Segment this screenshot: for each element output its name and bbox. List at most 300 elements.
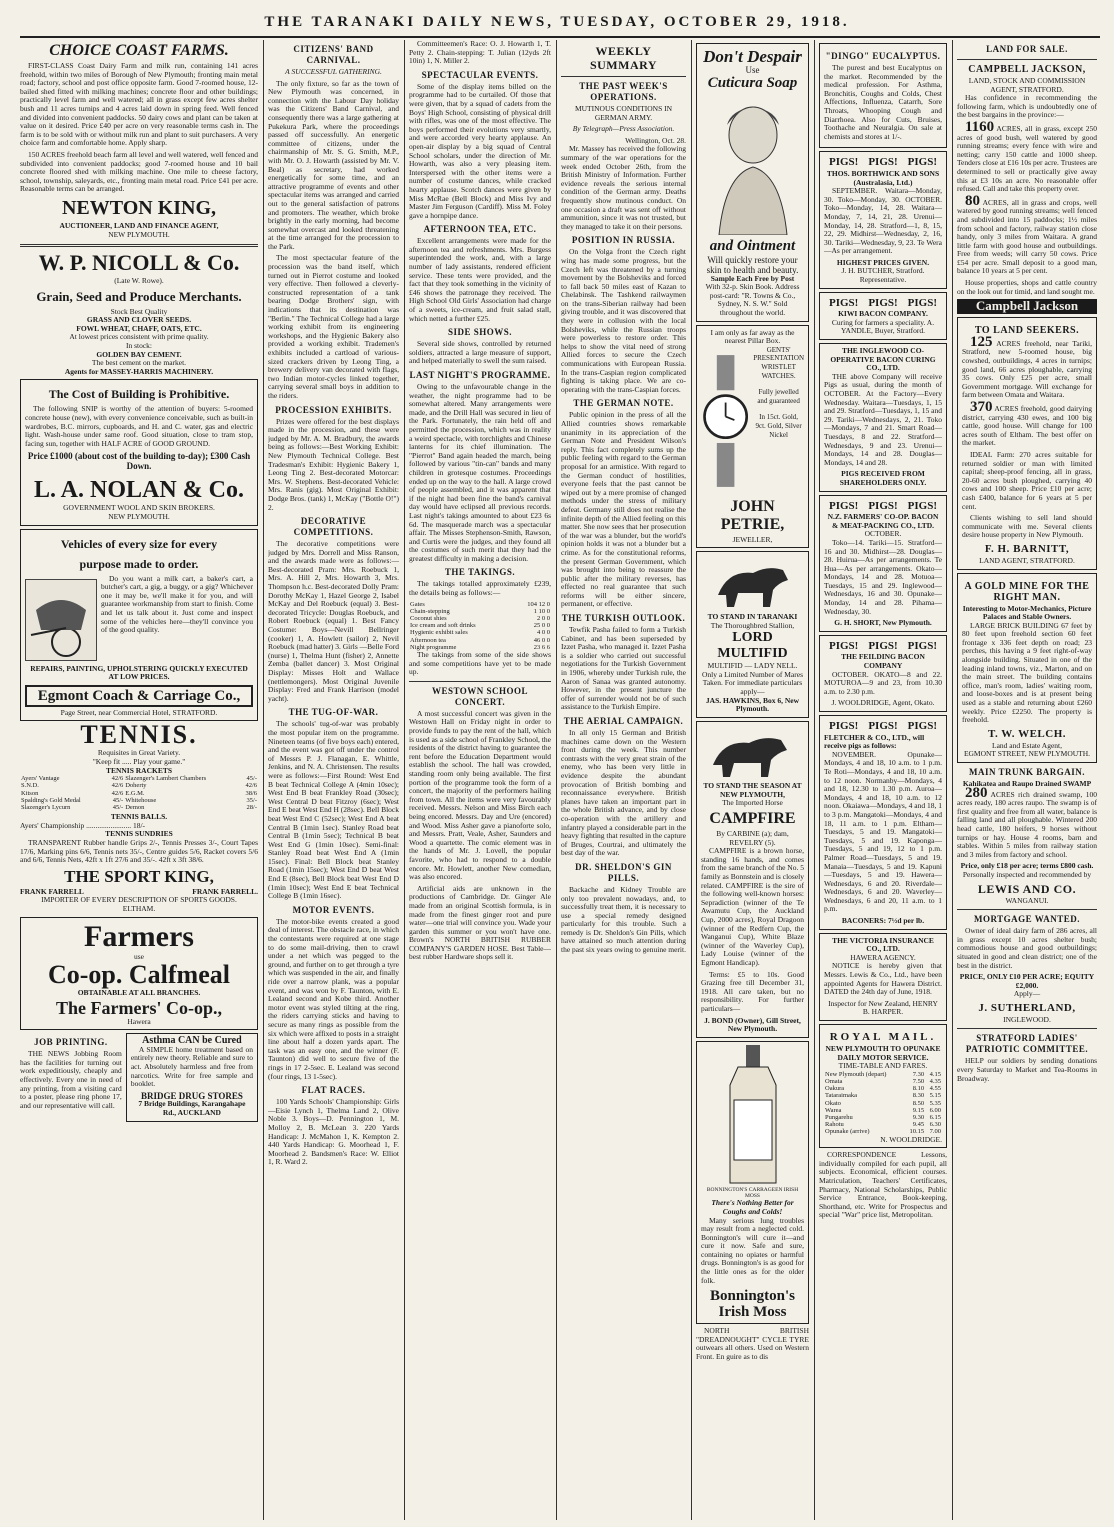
nicoll-line: In stock: (125, 341, 153, 351)
nicoll-name: W. P. NICOLL & Co. (38, 250, 240, 276)
nicoll-line: Stock Best Quality (110, 306, 168, 316)
weekly-sub: THE PAST WEEK'S OPERATIONS. (579, 81, 668, 102)
nolan-name: L. A. NOLAN & Co. (33, 477, 244, 504)
racket-price: 42/6 (111, 775, 124, 783)
victoria-name: THE VICTORIA INSURANCE CO., LTD. (832, 935, 934, 954)
land-text: Owner of ideal dairy farm of 286 acres, all in grass except 10 acres shelter bush; commodious house and good outbuildings; situated in good and clean district; one of the best in the district. (957, 926, 1097, 970)
pigs-word: PIGS! (868, 296, 898, 309)
takings-item: Hygienic exhibit sales (410, 629, 468, 637)
dingo-ad (819, 43, 947, 148)
column-4 (561, 40, 686, 1520)
campfire-text: CAMPFIRE is a brown horse, standing 16 hands, and comes from the same branch of the No. 5 family as Bonnstein and is closely related. CAMPFIRE is the sire of the following well-known horses: Sepradiction (winner of the Te Awamutu Cup, the Auckland Cup, 2000 acres), Royal Dragoon (winner of the Redfern Cup, the Wanganui Cup), White Blaze (winner of the Waverley Cup), Lady Louise (winner of the Egmont Handicap). (701, 846, 804, 967)
racket-price: 45/- (246, 775, 257, 783)
irish-moss-ad (696, 1041, 809, 1325)
land-text: ACRES freehold, good dairying district, carrying 430 ewes, and 100 big cattle, good house. Will change for 100 acres south of Eltham. The best offer on the market. (962, 404, 1092, 448)
racket-price: 42/6 (111, 782, 124, 790)
spectacular-heading: SPECTACULAR EVENTS. (421, 69, 539, 80)
column-2 (268, 40, 399, 1520)
racket-price: 38/6 (245, 789, 257, 797)
irish-moss-name: Irish Moss (718, 1304, 787, 1321)
takings-amount: 23 6 6 (533, 643, 550, 651)
welch-sub: Land and Estate Agent, (992, 740, 1062, 750)
campfire-contact: J. BOND (Owner), Gill Street, New Plymouth. (704, 1015, 801, 1034)
racket-name: Slazenger's Lambert Chambers (125, 775, 207, 783)
column-3 (409, 40, 551, 1520)
racket-price: 45/- (112, 796, 124, 804)
afternoon-tea-heading: AFTERNOON TEA, ETC. (423, 224, 537, 235)
pigs-word: PIGS! (868, 156, 898, 169)
timetable-time: 9.30 (912, 1114, 925, 1121)
table-row (20, 782, 258, 789)
egmont-address: Page Street, near Commercial Hotel, STRATFORD. (60, 707, 218, 717)
article-text: The takings from some of the side shows and some competitions have yet to be made up. (409, 650, 551, 677)
takings-item: Gates (410, 600, 425, 608)
racket-price: 42/6 (111, 789, 124, 797)
pigs-word: PIGS! (907, 499, 937, 512)
victoria-sub: HAWERA AGENCY. (850, 952, 916, 962)
land-text: House properties, shops and cattle country on the look out for timid, and land sought me. (957, 278, 1097, 296)
fletcher-rep: BACONERS: 7½d per lb. (841, 916, 925, 926)
cuticura-ad (696, 43, 809, 322)
table-row (824, 1121, 942, 1128)
balls-heading: TENNIS BALLS. (110, 812, 168, 822)
inglewood-foot: PIGS RECEIVED FROM SHAREHOLDERS ONLY. (839, 469, 927, 487)
divider (957, 909, 1097, 910)
cost-title: The Cost of Building is Prohibitive. (48, 387, 230, 402)
weekly-date: Wellington, Oct. 28. (625, 135, 686, 145)
timetable-time: 5.35 (929, 1099, 941, 1107)
horse-illustration (708, 555, 798, 610)
land-text: LARGE BRICK BUILDING 67 feet by 80 feet upon freehold section 60 feet frontage x 336 feet depth on road; 23 perches, this having a 9 feet right-of-way alongside building. Situated in one of the leading inland towns, viz., Marton, and on the main street. The building contains office, man's room, ladies' waiting room, and loose-boxes and is at present being used as a stable and returning about £260 weekly. Price £2250. The property is freehold. (962, 620, 1092, 725)
divider (957, 59, 1097, 60)
inglewood-ad (819, 343, 947, 492)
divider (20, 244, 258, 247)
article-text: The takings totalled approximately £239, the details being as follows:— (409, 579, 551, 598)
article-text: The schools' tug-of-war was probably the most popular item on the programme. Nineteen teams (of five boys each) entered, and the event was got off under the control of Messrs P. J. Flanagan, E. Whittle, Jenkins, and N. A. Christensen. The results were as follows:—First Round: West End B beat Technical College A (4min 10sec); West End B beat Frankley Road (30sec); West Central D beat Fitzroy (6sec); West End E beat West End H (28sec). Bell Block beat West End C (52sec); West End A beat Central B (1min 1sec). Stanley Road beat Central B (1min 5sec); Technical B beat West End G (1min 10sec). Semi-final: Stanley Road beat West End A (1min 15sec). Final: Bell Block beat Stanley Road (1min 15sec); West End D beat West End E (8sec), Bell Block beat West End D (1min 10sec); West End E beat Technical College B (1min 16sec). (268, 719, 399, 901)
dingo-heading: "DINGO" EUCALYPTUS. (825, 51, 941, 61)
timetable-time: 6.15 (929, 1114, 941, 1121)
article-text: Artificial aids are unknown in the productions of Cambridge. Dr. Ginger Ale made from an original Scottish formula, is in made from the finest ginger root and pure water—one trial will convince you. Wade your garden this summer or you won't have one. Brown's NORTH BRITISH RUBBER COMPANY'S GARDEN HOSE. Best Table—best rubber Hardware shops sell it. (409, 883, 551, 962)
racket-name: S.N.D. (21, 782, 39, 790)
rackets-table (20, 775, 258, 811)
gold-mine-heading: A GOLD MINE FOR THE RIGHT MAN. (964, 580, 1090, 603)
masthead-rule (20, 36, 1100, 38)
barnitt-sub: LAND AGENT, STRATFORD. (979, 555, 1075, 565)
royal-mail-ad (819, 1024, 947, 1148)
nz-farmers-rep: G. H. SHORT, New Plymouth. (834, 618, 932, 628)
racket-price: 42/6 (245, 782, 257, 790)
timetable-time: 8.30 (912, 1092, 925, 1100)
campbell-jackson-banner: Campbell Jackson (957, 299, 1097, 314)
takings-item: Ice cream and soft drinks (410, 622, 476, 630)
masthead: THE TARANAKI DAILY NEWS, TUESDAY, OCTOBER 29, 1918. (264, 14, 850, 30)
kiwi-ad (819, 292, 947, 340)
main-trunk-price: Price, only £18 per acre; terms £800 cash. (960, 861, 1094, 871)
column-divider (263, 40, 264, 1520)
column-divider (691, 40, 692, 1520)
article-text: The only fixture, so far as the town of New Plymouth was concerned, in connection with the Labour Day holiday was the Citizens' Band Carnival, and consequently there was a large gathering at Pukekura Park, where the proceedings passed off successfully. An energetic committee of citizens, under the chairmanship of Mr. S. G. Smith, M.P., with Mr. O. J. Howarth (assisted by Mr. V. Beal) as secretary, had worked energetically for some time, and an attractive programme of events and other spectacular items was arranged and carried out to the general satisfaction of patrons and promoters. The weather, which broke brightly in the early morning, had become somewhat overcast and looked threatening at the time arranged for the procession to the Park. (268, 78, 399, 251)
stallion-ad (696, 551, 809, 717)
table-row (824, 1078, 942, 1085)
sport-sub: IMPORTER OF EVERY DESCRIPTION OF SPORTS GOODS. (41, 895, 237, 905)
watch-line: Fully jewelled and guaranteed (757, 388, 800, 405)
nz-farmers-month: OCTOBER. (864, 529, 902, 539)
timetable-time: 8.10 (912, 1085, 925, 1093)
campfire-name: CAMPFIRE (709, 810, 796, 828)
borthwick-price: HIGHEST PRICES GIVEN. (836, 257, 930, 267)
vehicles-title: Vehicles of every size for every (60, 536, 218, 551)
side-shows-heading: SIDE SHOWS. (447, 327, 513, 338)
night-programme-heading: LAST NIGHT'S PROGRAMME. (409, 370, 551, 380)
article-text: 100 Yards Schools' Championship: Girls—Eisie Lynch 1, Thelma Land 2, Olive Noble 3. Boys—D. Pennington 1, M. Molloy 2, B. McLean 3. 220 Yards Handicap: J. McMahon 1, K. Kempton 2. 440 Yards Handicap: G. Moorhead 1, F. Moorhead 2. Bandsmen's Race: W. Elliot 1, R. Ward 2. (268, 1097, 399, 1167)
job-printing-text: THE NEWS Jobbing Room has the facilities for turning out work expeditiously, cheaply and effectively. Every one in need of any printing, from a visiting card to a poster, please ring phone 17, and our representative will call. (20, 1049, 122, 1110)
takings-heading: THE TAKINGS. (444, 567, 516, 578)
asthma-text: A SIMPLE home treatment based on entirely new theory. Reliable and sure to act. Absolutely harmless and free from narcotics. Write for free sample and booklet. (130, 1044, 253, 1089)
vehicles-ad (20, 529, 258, 722)
patriotic-heading: STRATFORD LADIES' PATRIOTIC COMMITTEE. (965, 1033, 1089, 1055)
royal-mail-heading: ROYAL MAIL. (829, 1031, 937, 1043)
feilding-rep: J. WOOLDRIDGE, Agent, Okato. (831, 698, 935, 708)
table-row (20, 790, 258, 797)
fletcher-ad (819, 715, 947, 930)
german-note-heading: THE GERMAN NOTE. (573, 398, 674, 409)
cost-of-building-ad (20, 379, 258, 525)
pigs-word: PIGS! (828, 296, 859, 309)
table-row (409, 629, 551, 636)
irish-moss-text: Many serious lung troubles may result from a neglected cold. Bonnington's will cure it—and cure it now. Safe and sure, containing no opiates or harmful drugs. Bonnington's is as good for the little ones as for the older folk. (701, 1215, 804, 1285)
borthwick-rep: J. H. BUTCHER, Stratford. Representative. (841, 266, 925, 285)
watch-line: WRISTLET (761, 362, 796, 371)
takings-amount: 46 0 0 (533, 636, 550, 644)
timetable (824, 1071, 942, 1136)
racket-name: Whitehouse (125, 796, 157, 804)
land-text: ACRES freehold, near Tariki, Stratford, new 5-roomed house, big cowshed, outbuildings, 4 acres in turnips; good land, 66 acres ploughable, carrying 35 cows. Only £25 per acre, small Government mortgage. Will exchange for farm between Omata and Waitara. (962, 338, 1093, 400)
school-concert-heading: WESTOWN SCHOOL CONCERT. (431, 685, 529, 707)
watch-intro: I am only as far away as the nearest Pillar Box. (710, 327, 795, 346)
campfire-pedigree: By CARBINE (a); dam, REVELRY (5). (716, 829, 789, 847)
land-text: Clients wishing to sell land should communicate with me. Several clients desire house property in New Plymouth. (962, 513, 1092, 540)
sundries-heading: TENNIS SUNDRIES (105, 829, 173, 839)
asthma-heading: Asthma CAN be Cured (142, 1035, 242, 1047)
article-text: Some of the display items billed on the programme had to be curtailed. Of those that were given, that by a squad of cadets from the Boys' High School, consisting of physical drill with rifles, was one of the most effective. The boys performed their evolutions very smartly, and were accorded very hearty applause. An open-air display by a big squad of Central School scholars, under the direction of Mr. Howarth, was also a very pleasing item. Interspersed with the other items were a number of costume dances, while cracked hearty applause. Scotch dances were given by Miss McRae (Bell Block) and Miss Ivy and Master Jim Ferguson (Cardiff). Miss M. Foley gave a hornpipe dance. (409, 81, 551, 220)
timetable-stop: Omata (825, 1077, 843, 1085)
sport-king-name: THE SPORT KING, (64, 866, 214, 886)
irish-moss-tagline: There's Nothing Better for Coughs and Colds! (711, 1198, 794, 1216)
feilding-name: THE FEILDING BACON COMPANY (841, 652, 925, 671)
table-row (824, 1092, 942, 1099)
royal-mail-contact: N. WOOLDRIDGE. (880, 1134, 942, 1144)
watch-line: WATCHES. (761, 371, 796, 380)
pigs-word: PIGS! (907, 296, 937, 309)
takings-item: Chain-stepping (410, 607, 450, 615)
timetable-stop: New Plymouth (depart) (825, 1070, 887, 1078)
wristwatch-illustration (701, 346, 750, 496)
royal-mail-tt: TIME-TABLE AND FARES. (838, 1061, 928, 1071)
article-text: The motor-bike events created a good deal of interest. The obstacle race, in which the contestants were required at one stage to do some mail-driving, then to crawl under a net which was pegged to the ground, and further on to get through a tyre which was suspended in the air, and finally ride over a narrow plank, was a popular event, and was won by F. Taunton, with E. Lealand second and Kobe third. Another motor event was styled tilting at the ring, the riders carrying sticks and having to secure as many rings as possible from the six which were affixed to posts in a straight line about half a dozen yards apart. The task was an easy one, and the winner (F. Taunton) did well to secure five of the rings in 17 2-5sec. E. Lealand was second (four rings, 13 1-5sec). (268, 916, 399, 1081)
nz-farmers-text: Toko—14. Tariki—15. Stratford—16 and 30. Midhirst—28. Douglas—28. Huirua—As per arrangements. Te Hua—As per arrangements. Okato—Mondays, 14 and 28. Motuoa—Tuesdays, 15 and 29. Inglewood—Wednesdays, 16 and 30. Opunake—Monday, 14 and 28. Pihama—Wednesday, 30. (824, 537, 942, 616)
pigs-word: PIGS! (907, 720, 937, 732)
timetable-time: 4.15 (929, 1070, 941, 1078)
tennis-title: TENNIS. (80, 720, 198, 750)
timetable-time: 9.45 (912, 1121, 925, 1129)
racket-price: 45/- (112, 803, 124, 811)
timetable-time: 10.15 (909, 1128, 925, 1136)
table-row (824, 1071, 942, 1078)
farmers-title: Farmers (84, 919, 194, 953)
timetable-stop: Okato (825, 1099, 841, 1107)
racket-name: Spalding's Gold Medal (21, 796, 81, 804)
welch-name: T. W. WELCH. (987, 727, 1067, 740)
tug-of-war-heading: THE TUG-OF-WAR. (288, 707, 379, 718)
nicoll-line: GRASS AND CLOVER SEEDS. (86, 315, 192, 325)
main-trunk-text: Personally inspected and recommended by (962, 869, 1092, 879)
balls-line: Ayers' Championship ........................ 18/- (20, 820, 146, 830)
bottle-label: BONNINGTON'S CARRAGEEN IRISH MOSS (706, 1187, 799, 1200)
kiwi-name: KIWI BACON COMPANY. (838, 309, 928, 319)
turkish-heading: THE TURKISH OUTLOOK. (561, 613, 686, 624)
watch-line: In 15ct. Gold, 9ct. Gold, Silver Nickel (755, 413, 802, 439)
divider (561, 76, 686, 77)
vehicles-text: Do you want a milk cart, a baker's cart, a butcher's cart, a gig, a buggy, or a gig? Whichever one it may be, we'll make it for you, and will guarantee workmanship from start to finish. Come and let us talk about it. Just come and inspect some of the vehicles here—they'll convince you of the good quality. (101, 573, 253, 635)
welch-address: EGMONT STREET, NEW PLYMOUTH. (963, 749, 1091, 759)
victoria-text: NOTICE is hereby given that Messrs. Lewis & Co., Ltd., have been appointed Agents for Hawera District. DATED the 24th day of June, 1918. (824, 961, 942, 997)
decorative-heading: DECORATIVE COMPETITIONS. (293, 516, 374, 538)
acreage: 125 (970, 333, 993, 350)
article-text: Owing to the unfavourable change in the weather, the night programme had to be somewhat altered. Many arrangements were made, and the Drill Hall was secured in lieu of the Park. Fortunately, the rain held off and permitted the procession, which was in reality a weird spectacle, with torchlights and Chinese lanterns for its chief illumination. The "Pierrot" Band again headed the march, being followed by various "tin-can" bands and many children in grotesque costumes. Proceedings ended up on the way to the hall. A large crowd of people assembled, and it was apparent that if the night had been fine the band's carnival day would have eclipsed all previous records. Last night's takings amounted to about £23 6s 6d. The masquerade march was a spectacular affair. The Misses Stephenson-Smith, Rawson, and Curtis were the judges, and they found all the costumes of such merit that they had the greatest difficulty in making a decision. (409, 382, 551, 563)
sport-owner-right: FRANK FARRELL. (192, 886, 258, 896)
takings-amount: 25 0 0 (533, 622, 550, 630)
land-text: ACRES rich drained swamp, 100 acres ready, 180 acres raupo. The swamp is of first quality and free from all water, balance is falling land and all ploughable. Wintered 200 head cattle, 180 heifers, 9 horses without turnips or hay. House 4 rooms, barn and stables. Within 5 miles from railway station and 3 miles from factory and school. (957, 789, 1097, 859)
table-row (824, 1100, 942, 1107)
campbell-jackson-sub: LAND, STOCK AND COMMISSION AGENT, STRATFORD. (968, 76, 1086, 94)
farmers-town: Hawera (127, 1016, 151, 1026)
table-row (20, 804, 258, 811)
petrie-sub: JEWELLER, (732, 534, 773, 544)
band-carnival-sub: A SUCCESSFUL GATHERING. (285, 67, 382, 76)
column-6 (819, 40, 947, 1520)
fletcher-name: FLETCHER & CO., LTD., will receive pigs as follows: (824, 732, 925, 751)
campbell-jackson-name: CAMPBELL JACKSON, (968, 64, 1086, 75)
divider (957, 1028, 1097, 1029)
pigs-word: PIGS! (828, 720, 859, 732)
acreage: 80 (965, 192, 980, 209)
stallion-sub: The Thoroughbred Stallion, (710, 620, 795, 630)
victoria-rep: Inspector for New Zealand, HENRY B. HARPER. (828, 998, 938, 1017)
takings-amount: 4 0 0 (537, 629, 550, 637)
land-seekers-ad (957, 317, 1097, 570)
article-text: In all only 15 German and British machines came down on the Western front during the week. This number contrasts with the very great strain of the enemy, who has been very little in evidence despite the abundant provocation of British bombing and reconnaissance everywhere. British planes have taken an important part in the whole British advance, and by close co-operation with the artillery and infantry played a considerable part in the heavy fighting that resulted in the capture of Bruges, Courtrai, and ultimately the best day of the war. (561, 728, 686, 858)
pigs-word: PIGS! (828, 499, 859, 512)
farmers-calfmeal: Co-op. Calfmeal (48, 960, 230, 990)
campfire-terms: Terms: £5 to 10s. Good Grazing free till December 31, 1918. All care taken, but no responsibility. For further particulars— (701, 969, 804, 1013)
article-text: Public opinion in the press of all the Allied countries shows remarkable unanimity in its appreciation of the German Note and President Wilson's reply. This fact completely sums up the public feeling with regard to the German proposal for an armistice. With regard to the German conduct of hostilities, everyone feels that the past cannot be wiped out by a mere promise of changed methods under the stress of military defeat. Germany still does not realise the infinite depth of the Allied feeling on this matter. She now sees that her prosecution of the war was a blunder, but the world's opinion holds it was not a blunder but a crime. As for the constitutional reforms, the present German Government, which was brought into being to reassure the public after the military reverses, has effected no real guarantee that such reforms will be either sincere, permanent, or effective. (561, 410, 686, 609)
nicoll-title: Grain, Seed and Produce Merchants. (36, 288, 242, 304)
acreage: 1160 (965, 118, 995, 135)
tennis-sub: Requisites in Great Variety. (97, 748, 181, 758)
sport-town: ELTHAM. (122, 903, 156, 913)
article-text: Several side shows, controlled by returned soldiers, attracted a large measure of support, and helped materially to swell the sum raised. (409, 339, 551, 366)
job-printing-heading: JOB PRINTING. (34, 1037, 108, 1048)
column-7 (957, 40, 1097, 1520)
timetable-time: 6.00 (929, 1106, 941, 1114)
kiwi-text: Curing for farmers a speciality. A. YANDLE, Buyer, Stratford. (831, 317, 935, 336)
table-row (409, 622, 551, 629)
weekly-byline: By Telegraph—Press Association. (572, 124, 675, 134)
band-carnival-heading: CITIZENS' BAND CARNIVAL. (293, 44, 374, 65)
procession-heading: PROCESSION EXHIBITS. (275, 404, 392, 415)
timetable-stop: Rahotu (825, 1121, 844, 1129)
acreage: 280 (965, 784, 988, 801)
farmers-use: use (134, 951, 144, 961)
nicoll-line: The best cement on the market. (91, 358, 187, 368)
cuticura-sample: Sample Each Free by Post (710, 273, 795, 283)
timetable-time: 6.30 (929, 1121, 941, 1129)
column-1 (20, 40, 258, 1520)
lewis-town: WANGANUI. (1005, 895, 1049, 905)
farms-text: FIRST-CLASS Coast Dairy Farm and milk run, containing 141 acres freehold, within two miles of Borough of New Plymouth; fronting main metal road; factory, school and post office opposite farm. Good 7-roomed house, 12-bailed shed fitted with milking machines; concrete floor and other buildings; practically level farm and well watered; all in grass except few acres shelter bush and 11 acres turnips and 4 acres laid down in spring feed. Well fenced and divided into convenient paddocks. 50 dairy cows and plant can be taken at value on it desired. Price £40 per acre on very reasonable terms cash in. The farm is to be sold with or without milk run and plant to suit purchasers. A very choice farm and comfortable home. Apply sharp. (20, 61, 258, 148)
campfire-sub: The Imported Horse (722, 798, 783, 808)
divider (409, 681, 551, 682)
bottle-illustration (718, 1045, 788, 1185)
table-row (824, 1107, 942, 1114)
table-row (409, 637, 551, 644)
inglewood-name: THE INGLEWOOD CO-OPERATIVE BACON CURING CO., LTD. (830, 346, 936, 373)
rackets-heading: TENNIS RACKETS (105, 765, 173, 775)
article-text: A most successful concert was given in the Westown Hall on Friday night in order to provide funds to pay the rent of the hall, which is used as a side school of Frankley School, the residents of the district having to guarantee the rent before the Education Department would establish the school. The hall was crowded, standing room only being available. The first portion of the programme took the form of a concert, the majority of the performers hailing from town. All the items were very favourably received. Messrs. Nelson and Miss Birch each being encored. Messrs. Day and Ure (encored) and Wood. Miss Asher gave a pianoforte solo, and Messrs. Pratt, Veale, Asher, Saunders and Wood a quartette. The comic element was in the hands of Mr. J. Lovell, the popular favorite, who had to respond to a double encore. Mr. Howlett, another New comedian, was also encored. (409, 708, 551, 882)
acreage: 370 (970, 399, 993, 415)
campfire-ad (696, 721, 809, 1038)
table-row (409, 615, 551, 622)
cost-price: Price £1000 (about cost of the building to-day); £300 Cash Down. (27, 451, 251, 472)
timetable-stop: Warea (825, 1106, 842, 1114)
article-text: On the Volga front the Czech right wing has made some progress, but the Czech left was threatened by a turning movement by the Bolsheviks and forced to fall back 50 miles east of Kazan to Chelabinsk. The Tashkend railwaymen on the trans-Siberian railway had been giving trouble, and it was discovered that they were in collusion with the local Bolsheviks, while the Russian troops were powerless to restore order. This helps to show the vital need of strong Allied forces to secure the Czech communications with European Russia. In the trans-Caspian region complicated fighting is taking place. We are co-operating with the trans-Caspian forces. (561, 247, 686, 394)
watch-line: PRESENTATION (753, 354, 804, 363)
land-text: Has confidence in recommending the following farm, which is undoubtedly one of the best bargains in the province:— (957, 93, 1097, 120)
nz-farmers-ad (819, 495, 947, 632)
newton-king-sub: AUCTIONEER, LAND AND FINANCE AGENT, (59, 220, 219, 230)
fletcher-text: NOVEMBER. Opunake—Mondays, 4 and 18, 10 a.m. to 1 p.m. Te Roti—Mondays, 4 and 18, 10 a.m. to 12 noon. Normanby—Mondays, 4 and 18, 12.30 to 1.30 p.m. Auroa—Mondays, 4 and 18, 10 a.m. to 12 noon. Okaiawa—Mondays, 4 and 18, 1 to 3 p.m. Mangatoki—Mondays, 4 and 18, 11 a.m. to 1 p.m. Eltham—Tuesdays, 5 and 19. Mangatoki—Tuesdays, 5 and 19. Kaponga—Tuesdays, 5 and 19, 12 to 1 p.m. Palmer Road—Tuesdays, 5 and 19. Manaia—Tuesdays, 5 and 19. Kapuni—Tuesdays, 5 and 19. Hawera—Wednesdays, 6 and 20. Riverdale—Wednesdays, 6 and 20. Waverley—Wednesdays, 6 and 20, 11 a.m. to 1 p.m. (824, 749, 942, 914)
horse-illustration (701, 725, 806, 780)
vehicles-repairs: REPAIRS, PAINTING, UPHOLSTERING QUICKLY EXECUTED AT LOW PRICES. (30, 663, 248, 682)
cost-text: The following SNIP is worthy of the attention of buyers: 5-roomed concrete house (new), with every convenience conceivable, such as built-in wardrobes, B.C. mirrors, cupboards, and H. and C. water, gas and electric light. Wash-house under same roof. Good situation, close to tram stop, facing sun, together with HALF ACRE of GOOD GROUND. (25, 404, 253, 448)
tyre-text: NORTH BRITISH "DREADNOUGHT" CYCLE TYRE outwears all others. Used on Western Front. En guire as to dis (696, 1326, 809, 1362)
pigs-word: PIGS! (828, 639, 859, 652)
tennis-slogan: "Keep fit ..... Play your game." (92, 756, 186, 766)
takings-amount: 2 0 0 (537, 615, 550, 623)
nicoll-late: (Late W. Rowe). (114, 276, 164, 286)
table-row (824, 1085, 942, 1092)
gold-mine-ad (957, 573, 1097, 764)
mortgage-price: PRICE, ONLY £10 PER ACRE; EQUITY £2,000. (959, 972, 1095, 990)
racket-price: 35/- (246, 796, 257, 804)
takings-amount: 104 12 0 (527, 600, 550, 608)
correspondence-text: CORRESPONDENCE Lessons, individually compiled for each pupil, all subjects. Economical, efficient courses. Matriculation, Teachers' Certificates, Pharmacy, National Scholarships, Public Service Entrance, Book-keeping, Shorthand, etc. Write for Prospectus and special "War" price list, Metropolitan. (819, 1150, 947, 1220)
nicoll-line: Agents for MASSEY-HARRIS MACHINERY. (64, 366, 214, 376)
pigs-word: PIGS! (868, 720, 898, 732)
asthma-address: 7 Bridge Buildings, Karangahape Rd., AUCKLAND (138, 1099, 246, 1118)
lewis-name: LEWIS AND CO. (977, 881, 1077, 896)
nicoll-line: GOLDEN BAY CEMENT. (96, 349, 182, 359)
timetable-stop: Opunake (arrive) (825, 1128, 870, 1136)
asthma-ad (126, 1033, 258, 1121)
royal-mail-sub: NEW PLYMOUTH TO OPUNAKE DAILY MOTOR SERVICE. (825, 1044, 941, 1062)
irish-moss-brand: Bonnington's (709, 1288, 796, 1305)
borthwick-ad (819, 151, 947, 288)
column-divider (952, 40, 953, 1520)
stallion-name: LORD MULTIFID (717, 630, 788, 662)
timetable-stop: Oakura (825, 1085, 845, 1093)
stallion-text: Only a Limited Number of Mares Taken. For immediate particulars apply— (701, 669, 803, 696)
stallion-sire: MULTIFID — LADY NELL. (707, 661, 798, 671)
timetable-time: 7.50 (912, 1077, 925, 1085)
table-row (409, 601, 551, 608)
takings-item: Night programme (410, 643, 457, 651)
article-text: Mr. Massey has received the following summary of the war operations for the week ended October 26th, from the British Ministry of Information. Further evidence reveals the serious internal condition of the German army. Deaths frequently show mutinous conduct. On one occasion a draft was sent off without ammunition, since it was not trusted, but they managed to take it on their persons. (561, 144, 686, 231)
land-text: ACRES, all in grass and crops, well watered by good running streams; well fenced and subdivided into 15 paddocks; 1½ miles from school and factory, railway station close handy, only 3 miles from Waitara. A grand little farm with good house and outbuildings. Free from weeds; will carry 50 cows. Price £54 per acre. Small deposit to a good man, balance 10 years at 5 per cent. (957, 197, 1097, 276)
racket-price: 28/- (246, 803, 257, 811)
cuticura-title: Don't Despair (703, 47, 802, 66)
nolan-town: NEW PLYMOUTH. (108, 512, 170, 521)
vehicles-title-2: purpose made to order. (79, 556, 199, 571)
article-text: Backache and Kidney Trouble are only too prevalent nowadays, and, to successfully treat them, it is necessary to use a special remedy designed particularly for this trouble. Such a remedy is Dr. Sheldon's Gin Pills, which have attained so much attention during the past six years owing to genuine merit. (561, 884, 686, 955)
feilding-ad (819, 635, 947, 712)
weekly-sub-2: MUTINOUS CONDITIONS IN GERMAN ARMY. (574, 104, 673, 122)
sutherland-name: J. SUTHERLAND, (978, 1001, 1076, 1014)
column-divider (404, 40, 405, 1520)
land-for-sale-heading: LAND FOR SALE. (986, 44, 1068, 54)
gold-mine-sub: Interesting to Motor-Mechanics, Picture Palaces and Stable Owners. (962, 603, 1092, 622)
motor-events-heading: MOTOR EVENTS. (292, 904, 375, 915)
racket-name: Kitson (21, 789, 39, 797)
feilding-text: OCTOBER. OKATO—8 and 22. MOTUROA—9 and 23, from 10.30 a.m. to 2.30 p.m. (824, 669, 942, 696)
woman-illustration (705, 95, 801, 235)
nicoll-line: FOWL WHEAT, CHAFF, OATS, ETC. (76, 323, 202, 333)
racket-name: Demon (125, 803, 145, 811)
victoria-ad (819, 933, 947, 1021)
pigs-word: PIGS! (828, 156, 859, 169)
newton-king-town: NEW PLYMOUTH. (108, 229, 170, 239)
carriage-illustration (25, 579, 97, 661)
article-text: Tewfik Pasha failed to form a Turkish Cabinet, and has been superseded by Izzet Pasha, who managed it. Izzet Pasha is a soldier who carried out successful negotiations for the Turkish Government in 1906, whereby under Turkish rule, the Aaron of Sanaa was granted autonomy. However, in the present juncture the offer of surrender would not be of such assistance to the Turkish Empire. (561, 625, 686, 712)
watch-ad (696, 325, 809, 549)
pigs-word: PIGS! (907, 639, 937, 652)
pigs-word: PIGS! (868, 639, 898, 652)
racket-name: Slazenger's Lycurn (21, 803, 71, 811)
nolan-sub: GOVERNMENT WOOL AND SKIN BROKERS. (63, 503, 215, 513)
sutherland-town: INGLEWOOD. (1003, 1014, 1051, 1024)
cuticura-ointment: and Ointment (709, 237, 796, 254)
barnitt-name: F. H. BARNITT, (984, 542, 1070, 555)
mortgage-apply: Apply— (1013, 989, 1041, 999)
sport-owner-left: FRANK FARRELL (20, 886, 84, 896)
timetable-time: 9.15 (912, 1106, 925, 1114)
timetable-time: 7.00 (929, 1128, 941, 1136)
sundries-text: TRANSPARENT Rubber handle Grips 2/-, Tennis Presses 3/-, Court Tapes 17/6, Marking pins 6/6, Tennis nets 35/-, Centre guides 5/6, Racket covers 5/6 and 6/6, Tennis Nets, 42ft x 1ft 27/6 and 35/-. 42ft x 3ft 38/6. (20, 837, 258, 865)
farmers-ad (20, 917, 258, 1031)
land-text: ACRES, all in grass, except 250 acres of good bush, well watered by good running streams; every fence with wire and netting; carry 150 cattle and 1000 sheep. Tenders close at £16 10s per acre. Trustees are determined to sell or practically give away this at £3 10s an acre. No reasonable offer refused. Call and take this property over. (957, 123, 1097, 194)
timetable-time: 8.50 (912, 1099, 925, 1107)
farms-text-2: 150 ACRES freehold beach farm all level and well watered, well fenced and subdivided into convenient paddocks; good 7-roomed house and 10 bail concrete floored shed with milking machine. One mile to cheese factory, school, township, saleyards, etc., fronting main metal road. Price £41 per acre. Reasonable terms can be arranged. (20, 149, 258, 194)
cuticura-soap: Cuticura Soap (707, 74, 798, 91)
article-text: Committeemen's Race: O. J. Howarth 1, T. Petty 2. Chain-stepping: T. Julian (12yds 2ft 10in) 1, N. Miller 2. (409, 40, 551, 66)
main-trunk-heading: MAIN TRUNK BARGAIN. (968, 767, 1086, 777)
flat-races-heading: FLAT RACES. (301, 1085, 366, 1096)
table-row (824, 1114, 942, 1121)
newton-king-name: NEWTON KING, (61, 196, 217, 219)
timetable-time: 4.35 (929, 1077, 941, 1085)
borthwick-schedule: SEPTEMBER. Waitara—Monday, 30. Toko—Monday, 30. OCTOBER. Toko—Monday, 14, 28. Waitara—Monday, 7, 14, 21, 28. Urenui—Monday, 14, 28. Stratford—1, 8, 15, 22, 29. Midhirst—Wednesday, 2, 16, 30. Tariki—Wednesday, 9, 23. Te Wera—As per arrangement. (824, 186, 942, 256)
racket-name: Doherty (125, 782, 147, 790)
